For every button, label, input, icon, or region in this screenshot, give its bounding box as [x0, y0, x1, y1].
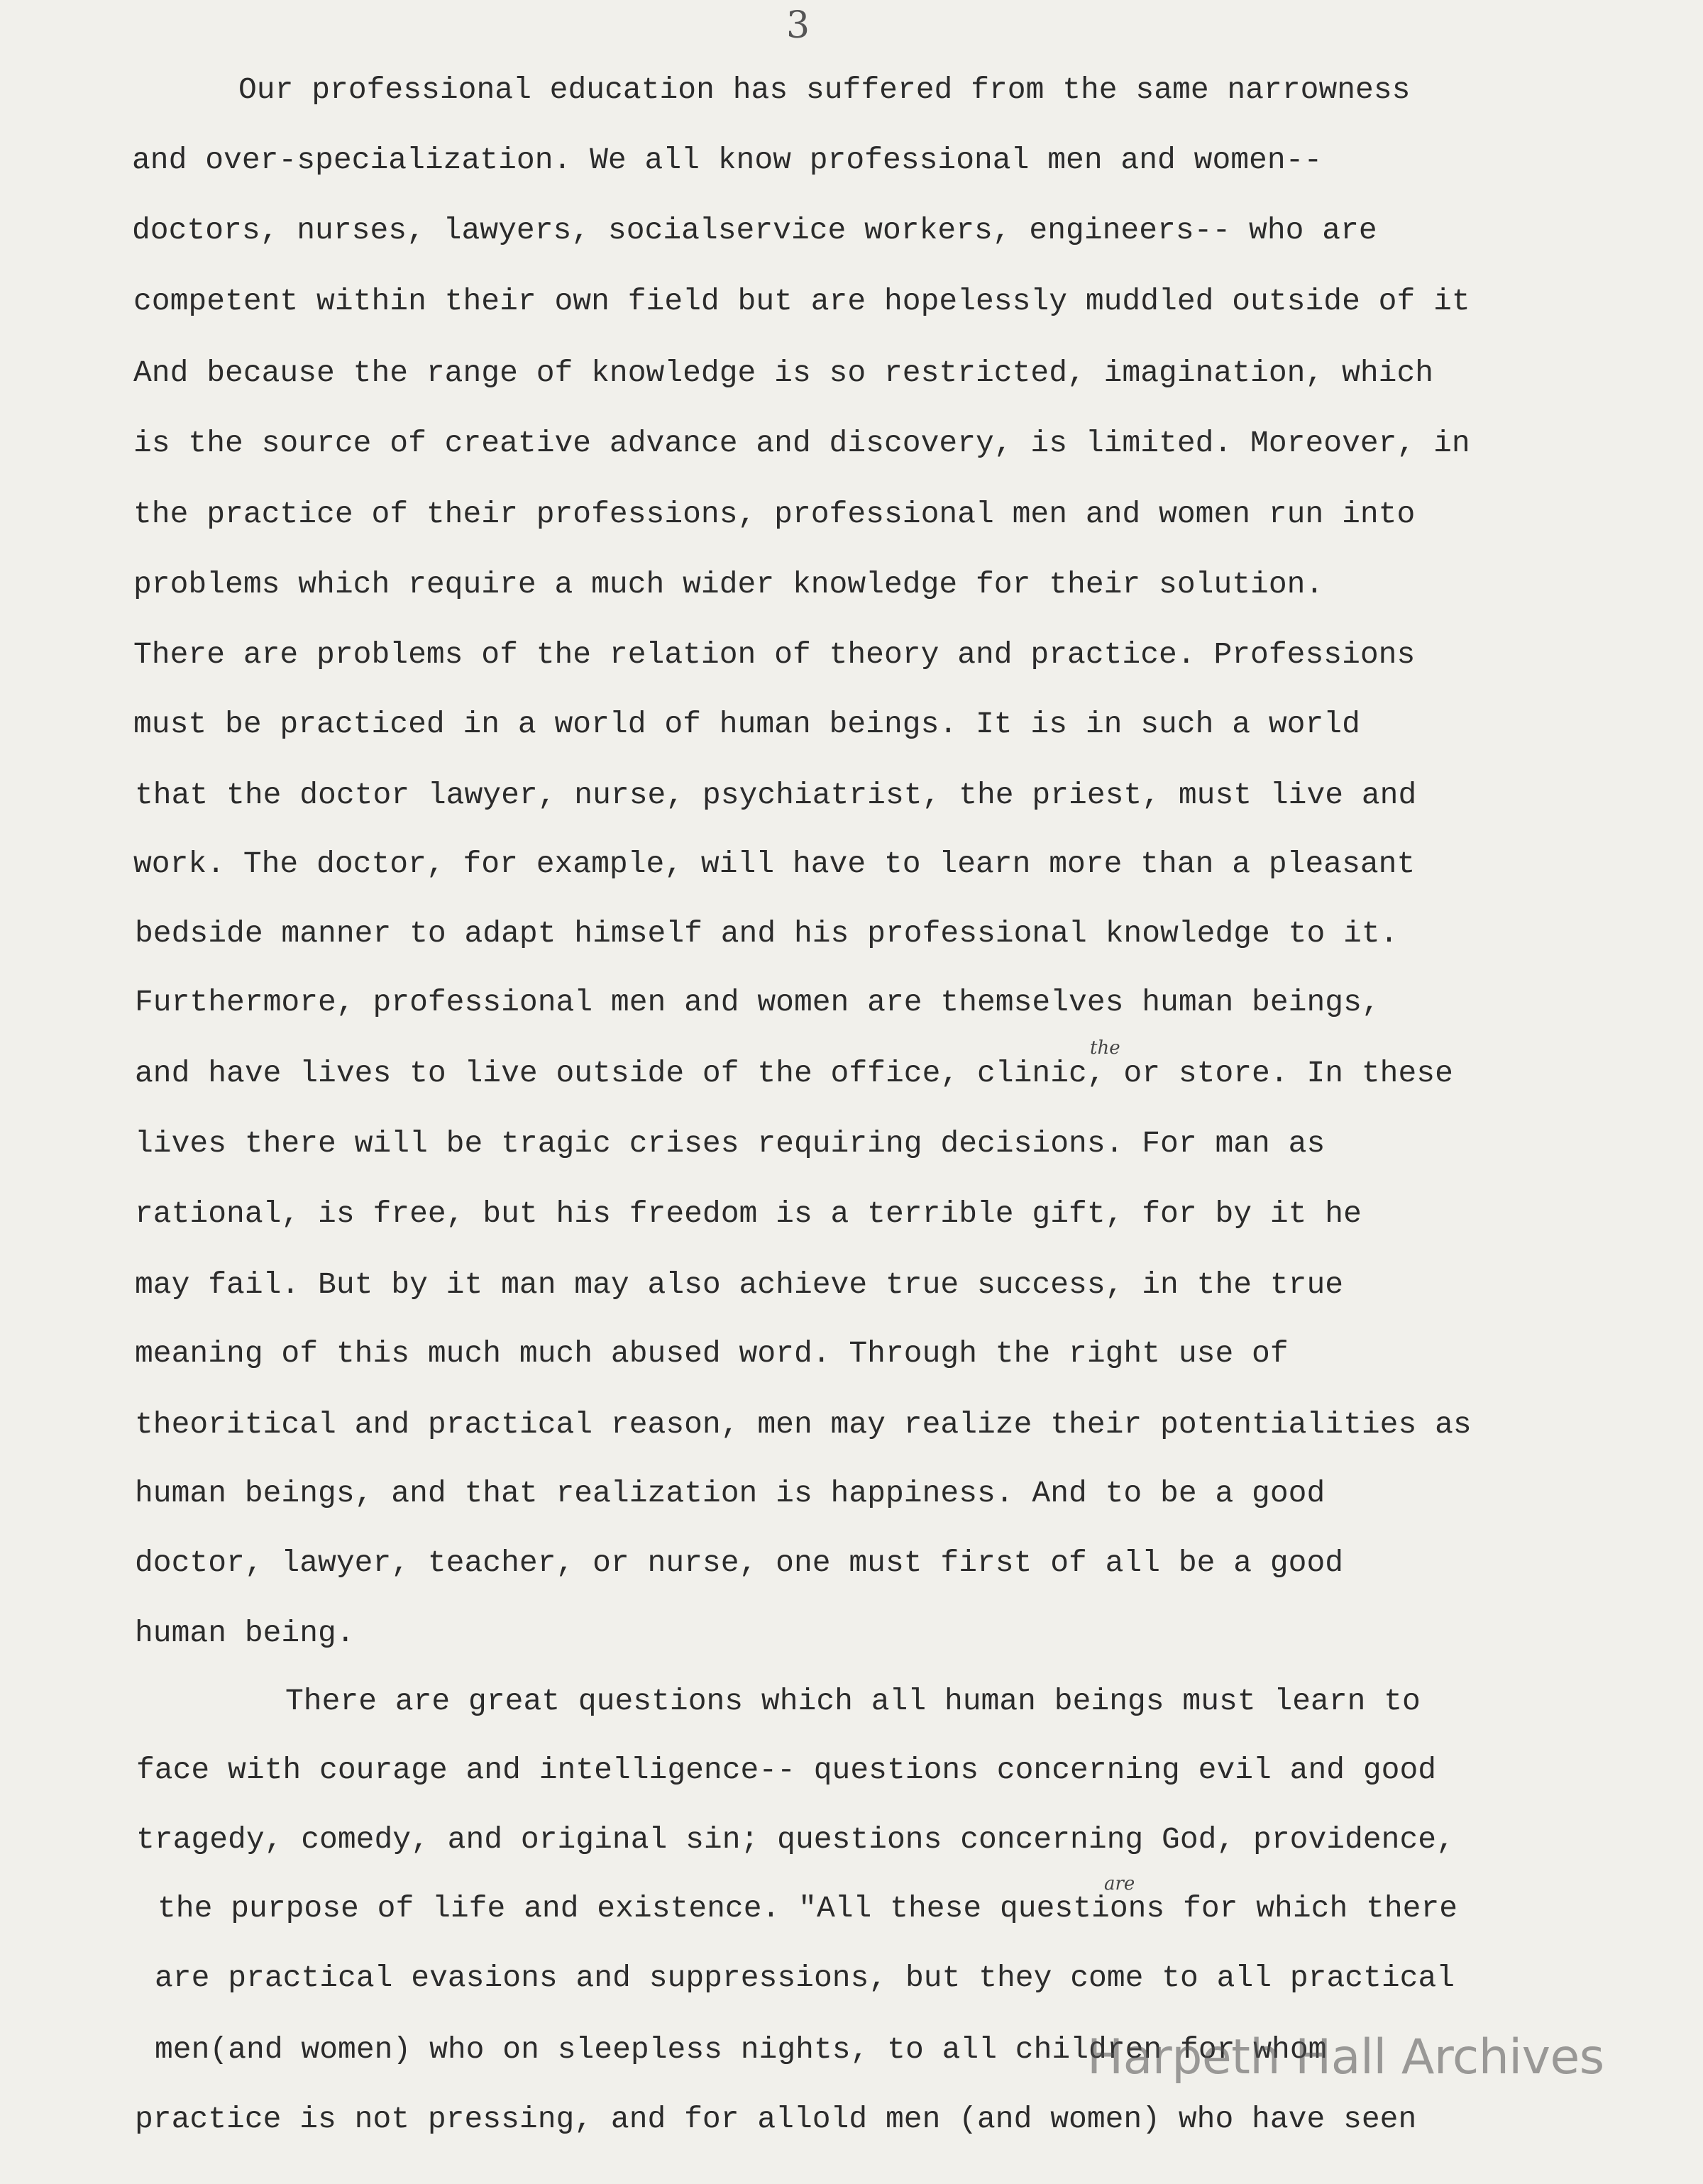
text-line: Our professional education has suffered from the same narrowness [238, 72, 1411, 107]
handwritten-annotation-are: are [1104, 1873, 1135, 1895]
text-line: that the doctor lawyer, nurse, psychiatrist, the priest, must live and [135, 778, 1417, 812]
archive-watermark: Harpeth Hall Archives [1087, 2029, 1604, 2085]
handwritten-annotation-the: the [1090, 1037, 1120, 1059]
text-line: practice is not pressing, and for allold men (and women) who have seen [135, 2102, 1417, 2136]
text-line: tragedy, comedy, and original sin; questions concerning God, providence, [136, 1822, 1455, 1857]
page-number: 3 [786, 4, 810, 47]
text-line: problems which require a much wider knowledge for their solution. [133, 567, 1324, 602]
text-line: theoritical and practical reason, men may realize their potentialities as [135, 1407, 1472, 1442]
text-line: work. The doctor, for example, will have to learn more than a pleasant [133, 846, 1416, 881]
text-line: are practical evasions and suppressions, but they come to all practical [155, 1960, 1455, 1995]
text-line: human beings, and that realization is happiness. And to be a good [135, 1476, 1326, 1511]
text-line: men(and women) who on sleepless nights, to all children for whom [155, 2032, 1327, 2067]
text-line: meaning of this much much abused word. Through the right use of [135, 1336, 1289, 1371]
text-line: doctors, nurses, lawyers, socialservice workers, engineers-- who are [132, 213, 1377, 248]
text-line: human being. [135, 1616, 355, 1650]
text-line: may fail. But by it man may also achieve true success, in the true [135, 1267, 1344, 1302]
text-line: There are problems of the relation of theory and practice. Professions [133, 637, 1416, 672]
text-line: bedside manner to adapt himself and his professional knowledge to it. [135, 916, 1399, 951]
text-line: doctor, lawyer, teacher, or nurse, one must first of all be a good [135, 1545, 1344, 1580]
text-line: lives there will be tragic crises requiring decisions. For man as [135, 1126, 1326, 1161]
text-line: rational, is free, but his freedom is a terrible gift, for by it he [135, 1196, 1362, 1231]
text-line: Furthermore, professional men and women are themselves human beings, [135, 985, 1380, 1020]
text-line: and have lives to live outside of the office, clinic, or store. In these [135, 1056, 1453, 1091]
text-line: face with courage and intelligence-- questions concerning evil and good [136, 1753, 1437, 1787]
text-line: There are great questions which all human beings must learn to [285, 1684, 1421, 1719]
text-line: competent within their own field but are hopelessly muddled outside of it [133, 284, 1470, 319]
text-line: And because the range of knowledge is so restricted, imagination, which [133, 355, 1434, 390]
text-line: the purpose of life and existence. "All these questions for which there [158, 1891, 1458, 1926]
text-line: is the source of creative advance and discovery, is limited. Moreover, in [133, 426, 1470, 460]
text-line: must be practiced in a world of human beings. It is in such a world [133, 707, 1360, 741]
text-line: and over-specialization. We all know professional men and women-- [132, 143, 1323, 177]
text-line: the practice of their professions, professional men and women run into [133, 497, 1416, 531]
